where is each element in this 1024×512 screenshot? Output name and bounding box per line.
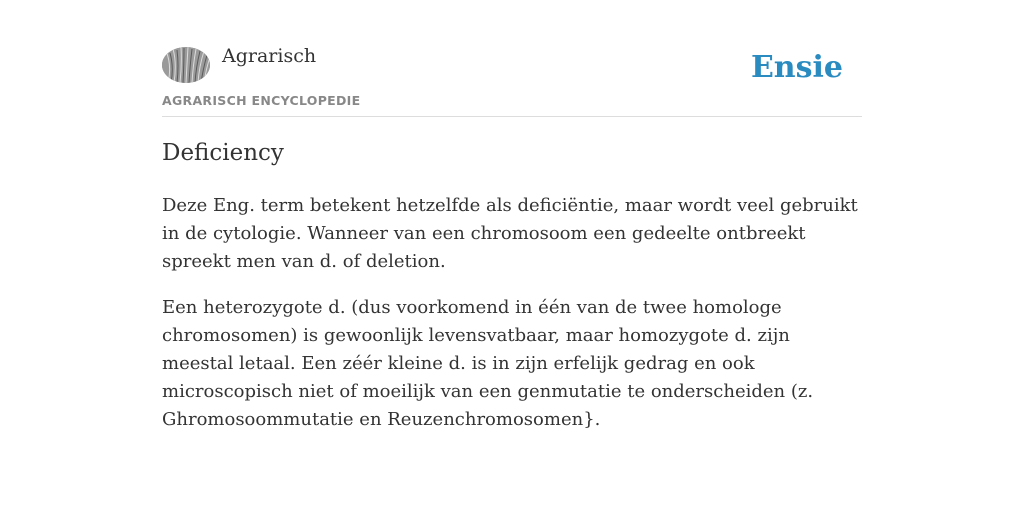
entry-paragraph: Deze Eng. term betekent hetzelfde als deficiëntie, maar wordt veel gebruikt in de cytologie. Wanneer van een chromosoom een gedeelte ontbreekt spreekt men van d. of deletion. (162, 195, 858, 272)
entry-header (162, 0, 862, 117)
brand-logo[interactable]: Ensie (750, 50, 843, 85)
entry-paragraph: Een heterozygote d. (dus voorkomend in één van de twee homologe chromosomen) is gewoonlijk levensvatbaar, maar homozygote d. zijn meestal letaal. Een zéér kleine d. is in zijn erfelijk gedrag en ook microscopisch niet of moeilijk van een genmutatie te onderscheiden (z. Ghromosoommutatie en Reuzenchromosomen}. (162, 297, 814, 430)
source-avatar-image (162, 47, 210, 83)
wheat-icon (162, 47, 210, 83)
source-subtitle: AGRARISCH ENCYCLOPEDIE (162, 93, 361, 108)
source-name[interactable]: Agrarisch (222, 45, 317, 67)
entry-body (162, 192, 862, 452)
entry-title: Deficiency (162, 140, 284, 166)
entry-page (162, 0, 862, 430)
